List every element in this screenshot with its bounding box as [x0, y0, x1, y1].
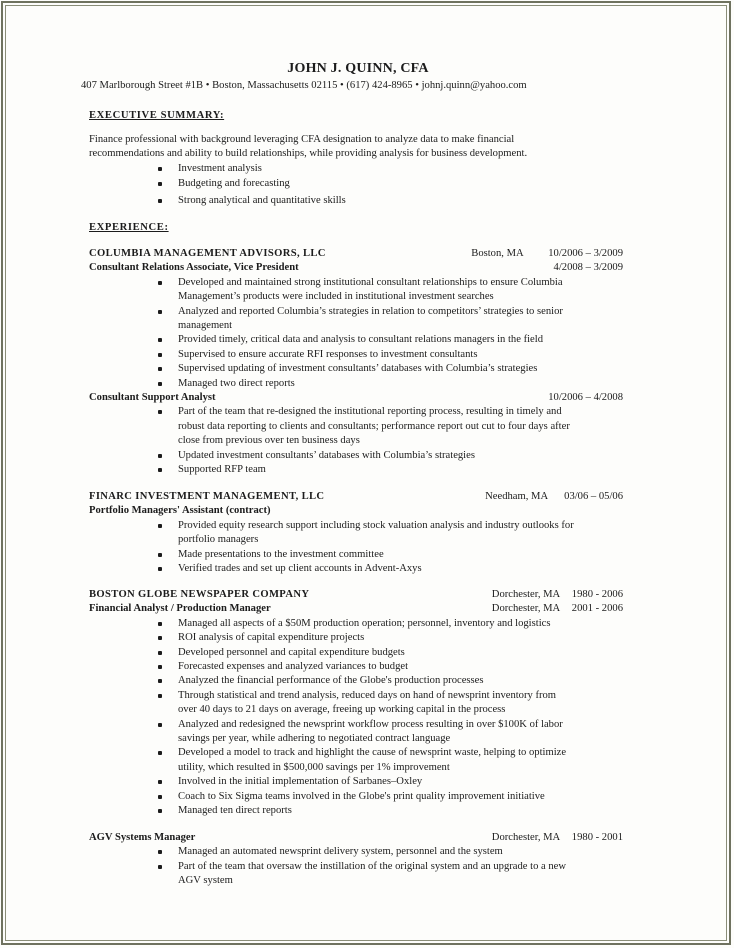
bullet-icon: [158, 167, 162, 171]
role-location: Dorchester, MA: [491, 832, 561, 843]
bullet-icon: [158, 665, 162, 669]
list-item: Developed a model to track and highlight the cause of newsprint waste, helping to optimize utility, which resulted in $500,000 savings per 1% improvement: [89, 746, 623, 775]
list-item: Provided equity research support including stock valuation analysis and industry outlooks for portfolio managers: [89, 519, 623, 548]
role-title: Portfolio Managers' Assistant (contract): [89, 505, 271, 517]
role-bullets: [89, 519, 623, 577]
role-dates: 10/2006 – 4/2008: [548, 392, 623, 404]
job-location: Boston, MA: [471, 248, 524, 259]
experience-heading: EXPERIENCE:: [89, 222, 169, 233]
role-bullets: [89, 845, 623, 888]
bullet-icon: [158, 694, 162, 698]
list-item: Involved in the initial implementation of Sarbanes–Oxley: [89, 775, 623, 789]
list-item: Investment analysis: [89, 162, 623, 176]
bullet-icon: [158, 281, 162, 285]
bullet-icon: [158, 636, 162, 640]
list-item: Provided timely, critical data and analysis to consultant relations managers in the field: [89, 333, 623, 347]
company-name: COLUMBIA MANAGEMENT ADVISORS, LLC: [89, 248, 326, 259]
list-item: Managed an automated newsprint delivery system, personnel and the system: [89, 845, 623, 859]
list-item: Supervised to ensure accurate RFI responses to investment consultants: [89, 348, 623, 362]
list-item: Developed and maintained strong institutional consultant relationships to ensure Columbia Management’s products were included in institutional investment searches: [89, 276, 623, 305]
role-bullets: [89, 617, 623, 819]
summary-text-line: recommendations and ability to build relationships, while providing analysis for business development.: [89, 148, 528, 160]
job-columbia: [89, 247, 623, 478]
list-item: Coach to Six Sigma teams involved in the Globe's print quality improvement initiative: [89, 790, 623, 804]
list-item: Analyzed and reported Columbia’s strategies in relation to competitors’ strategies to senior management: [89, 305, 623, 334]
job-location: Dorchester, MA: [491, 589, 561, 600]
bullet-icon: [158, 751, 162, 755]
role-bullets: [89, 276, 623, 391]
role-dates: 1980 - 2001: [571, 832, 623, 843]
candidate-name: JOHN J. QUINN, CFA: [287, 61, 429, 76]
list-item: ROI analysis of capital expenditure projects: [89, 631, 623, 645]
job-agv-systems: [89, 831, 623, 889]
resume-page: [81, 60, 623, 887]
job-dates: 03/06 – 05/06: [564, 491, 623, 502]
bullet-icon: [158, 367, 162, 371]
bullet-icon: [158, 651, 162, 655]
job-dates: 10/2006 – 3/2009: [548, 248, 623, 259]
list-item: Supported RFP team: [89, 463, 623, 477]
bullet-icon: [158, 780, 162, 784]
role-dates: 2001 - 2006: [571, 603, 623, 615]
list-item: Managed all aspects of a $50M production operation; personnel, inventory and logistics: [89, 617, 623, 631]
contact-line: 407 Marlborough Street #1B • Boston, Massachusetts 02115 • (617) 424-8965 • johnj.quinn@yahoo.com: [81, 80, 527, 91]
bullet-icon: [158, 353, 162, 357]
bullet-icon: [158, 182, 162, 186]
role-title: Consultant Relations Associate, Vice President: [89, 262, 299, 274]
list-item: Analyzed and redesigned the newsprint workflow process resulting in over $100K of labor savings per year, while adhering to negotiated contract language: [89, 718, 623, 747]
bullet-icon: [158, 454, 162, 458]
summary-text-line: Finance professional with background leveraging CFA designation to analyze data to make financial: [89, 134, 515, 145]
bullet-icon: [158, 795, 162, 799]
role-title: AGV Systems Manager: [89, 832, 196, 843]
company-name: BOSTON GLOBE NEWSPAPER COMPANY: [89, 589, 310, 600]
role-title: Consultant Support Analyst: [89, 392, 216, 404]
bullet-icon: [158, 567, 162, 571]
list-item: Part of the team that oversaw the instillation of the original system and an upgrade to a new AGV system: [89, 860, 623, 889]
bullet-icon: [158, 199, 162, 203]
list-item: Supervised updating of investment consultants’ databases with Columbia’s strategies: [89, 362, 623, 376]
bullet-icon: [158, 622, 162, 626]
bullet-icon: [158, 338, 162, 342]
role-title: Financial Analyst / Production Manager: [89, 603, 271, 615]
job-location: Needham, MA: [485, 491, 549, 502]
bullet-icon: [158, 809, 162, 813]
bullet-icon: [158, 723, 162, 727]
list-item: Made presentations to the investment committee: [89, 548, 623, 562]
summary-skills-list: [89, 162, 623, 208]
bullet-icon: [158, 410, 162, 414]
executive-summary-heading: EXECUTIVE SUMMARY:: [89, 110, 225, 121]
bullet-icon: [158, 382, 162, 386]
job-finarc: [89, 490, 623, 576]
bullet-icon: [158, 679, 162, 683]
role-dates: 4/2008 – 3/2009: [553, 262, 623, 274]
bullet-icon: [158, 310, 162, 314]
job-dates: 1980 - 2006: [571, 589, 623, 600]
executive-summary: [89, 133, 623, 208]
list-item: Managed two direct reports: [89, 377, 623, 391]
list-item: Updated investment consultants’ databases with Columbia’s strategies: [89, 449, 623, 463]
list-item: Budgeting and forecasting: [89, 177, 623, 191]
role-location: Dorchester, MA: [491, 603, 561, 615]
list-item: Part of the team that re-designed the institutional reporting process, resulting in timely and robust data reporting to clients and consultants; performance report out cut to four days after close from previous over ten business days: [89, 405, 623, 448]
bullet-icon: [158, 865, 162, 869]
list-item: Strong analytical and quantitative skills: [89, 194, 623, 208]
bullet-icon: [158, 850, 162, 854]
list-item: Through statistical and trend analysis, reduced days on hand of newsprint inventory from over 40 days to 21 days on average, freeing up working capital in the process: [89, 689, 623, 718]
list-item: Analyzed the financial performance of the Globe's production processes: [89, 674, 623, 688]
bullet-icon: [158, 524, 162, 528]
company-name: FINARC INVESTMENT MANAGEMENT, LLC: [89, 491, 325, 502]
list-item: Verified trades and set up client accounts in Advent-Axys: [89, 562, 623, 576]
job-boston-globe: [89, 588, 623, 819]
bullet-icon: [158, 553, 162, 557]
list-item: Developed personnel and capital expenditure budgets: [89, 646, 623, 660]
list-item: Managed ten direct reports: [89, 804, 623, 818]
list-item: Forecasted expenses and analyzed variances to budget: [89, 660, 623, 674]
bullet-icon: [158, 468, 162, 472]
role-bullets: [89, 405, 623, 477]
